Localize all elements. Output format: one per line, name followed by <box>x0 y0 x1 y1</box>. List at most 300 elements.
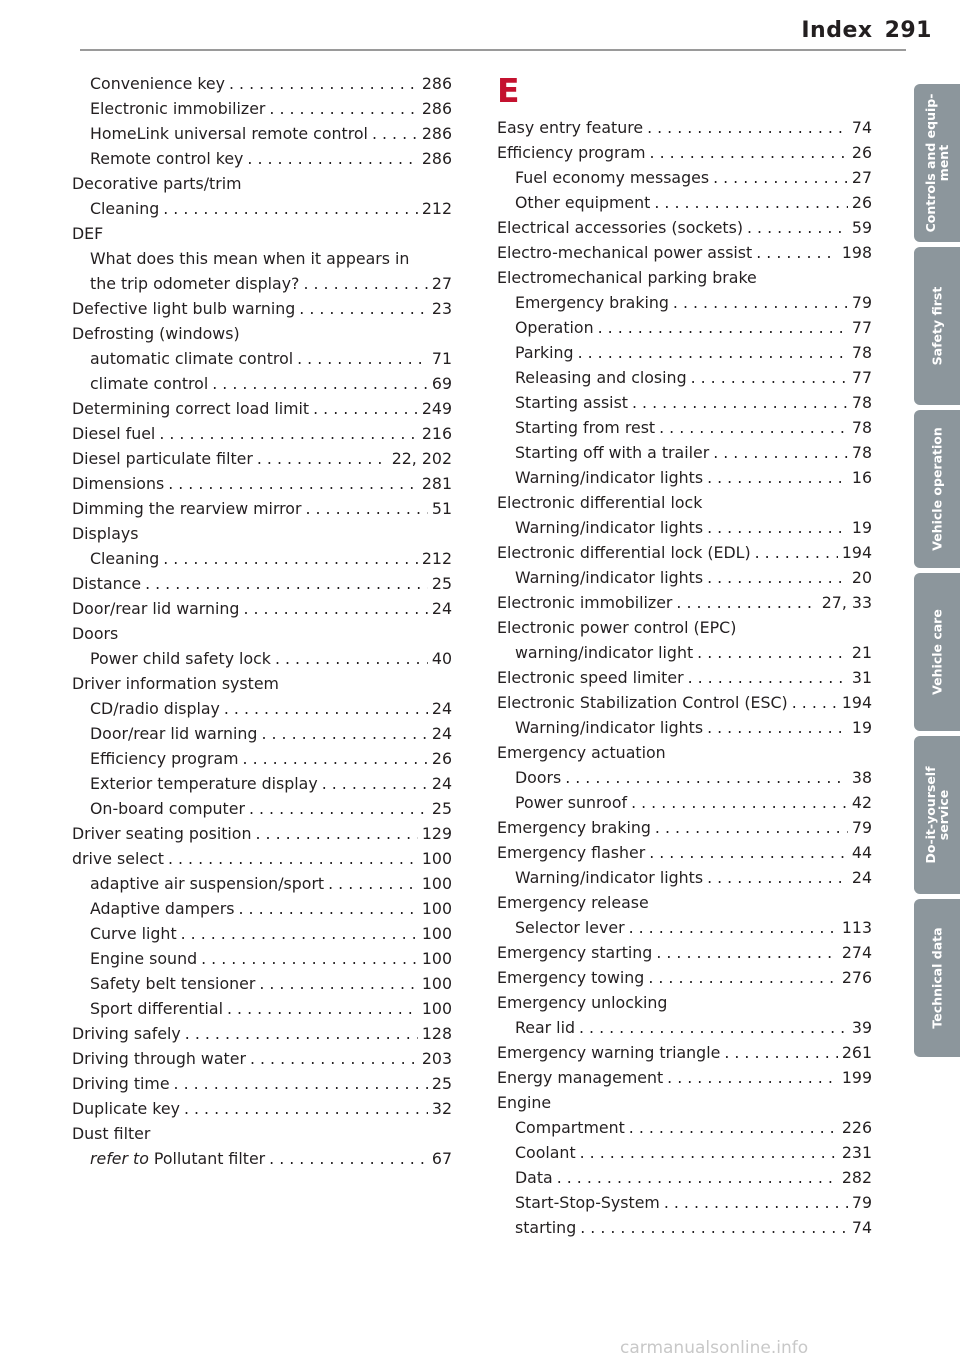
chapter-tab-label <box>931 427 944 551</box>
index-entry-text: DEF <box>72 224 104 243</box>
index-entry-prefix: refer to <box>90 1149 149 1168</box>
index-entry <box>497 615 872 640</box>
index-entry <box>497 915 872 940</box>
index-entry-label <box>90 796 245 821</box>
index-entry <box>497 565 872 590</box>
index-entry-label <box>90 371 208 396</box>
dot-leader <box>565 765 848 790</box>
dot-leader <box>656 940 838 965</box>
index-entry-text: Safety belt tensioner <box>90 974 256 993</box>
index-entry-label <box>497 990 667 1015</box>
index-entry <box>497 1115 872 1140</box>
index-entry <box>72 171 452 196</box>
dot-leader <box>269 1146 428 1171</box>
dot-leader <box>713 440 848 465</box>
index-entry-page: 26 <box>851 193 872 212</box>
index-entry-text: Pollutant filter <box>153 1149 266 1168</box>
index-entry <box>497 1165 872 1190</box>
index-entry-page: 226 <box>841 1118 872 1137</box>
watermark: carmanualsonline.info <box>620 1338 809 1358</box>
index-entry-text: Starting off with a trailer <box>515 443 710 462</box>
index-column-right <box>497 71 872 1240</box>
index-entry-label <box>72 846 164 871</box>
index-entry <box>497 1140 872 1165</box>
index-entry <box>72 971 452 996</box>
index-entry <box>497 365 872 390</box>
chapter-sidebar <box>914 84 960 1062</box>
dot-leader <box>250 1046 418 1071</box>
dot-leader <box>648 965 838 990</box>
index-entry <box>72 346 452 371</box>
index-entry-label <box>90 871 324 896</box>
index-entry-text: Doors <box>515 768 562 787</box>
index-entry-label <box>72 1071 170 1096</box>
dot-leader <box>297 346 428 371</box>
index-entry-page: 26 <box>431 749 452 768</box>
index-entry <box>497 1090 872 1115</box>
dot-leader <box>755 540 838 565</box>
index-entry-page: 128 <box>421 1024 452 1043</box>
index-entry-page: 26 <box>851 143 872 162</box>
index-entry-page: 100 <box>421 924 452 943</box>
dot-leader <box>163 546 418 571</box>
dot-leader <box>667 1065 838 1090</box>
index-entry-label <box>515 315 594 340</box>
index-entry-text: Electronic power control (EPC) <box>497 618 737 637</box>
index-entry <box>72 146 452 171</box>
index-entry-text: adaptive air suspension/sport <box>90 874 325 893</box>
index-entry-label <box>497 240 752 265</box>
index-entry-label <box>515 340 574 365</box>
index-entry-label <box>90 946 197 971</box>
index-entry-text: Electronic speed limiter <box>497 668 684 687</box>
dot-leader <box>185 1021 418 1046</box>
index-entry-page: 78 <box>851 343 872 362</box>
index-entry-text: Duplicate key <box>72 1099 180 1118</box>
index-entry <box>72 746 452 771</box>
index-entry-text: Parking <box>515 343 574 362</box>
index-entry-text: Electro-mechanical power assist <box>497 243 753 262</box>
dot-leader <box>224 696 428 721</box>
index-entry-label <box>90 971 255 996</box>
dot-leader <box>259 971 418 996</box>
index-entry <box>72 921 452 946</box>
index-entry <box>497 815 872 840</box>
index-entry-label <box>515 1140 576 1165</box>
index-entry-page: 19 <box>851 718 872 737</box>
index-entry <box>72 471 452 496</box>
index-entry-label <box>90 96 265 121</box>
index-entry-label <box>497 115 643 140</box>
index-entry-text: automatic climate control <box>90 349 294 368</box>
index-entry-label <box>72 221 103 246</box>
index-entry-page: 282 <box>841 1168 872 1187</box>
index-entry <box>72 446 452 471</box>
index-entry-label <box>515 290 669 315</box>
index-entry-text: Emergency towing <box>497 968 645 987</box>
index-entry-text: Starting assist <box>515 393 628 412</box>
index-entry-text: Dimensions <box>72 474 165 493</box>
index-entry <box>497 940 872 965</box>
index-entry-label <box>72 1046 246 1071</box>
dot-leader <box>212 371 428 396</box>
index-entry-label <box>497 140 646 165</box>
index-entry-text: On-board computer <box>90 799 245 818</box>
dot-leader <box>707 565 848 590</box>
dot-leader <box>724 1040 838 1065</box>
index-entry-page: 24 <box>431 724 452 743</box>
index-entry <box>497 515 872 540</box>
index-entry-label <box>515 915 625 940</box>
index-entry-page: 78 <box>851 418 872 437</box>
index-entry-page: 231 <box>841 1143 872 1162</box>
index-entry <box>72 521 452 546</box>
index-entry-page: 79 <box>851 818 872 837</box>
index-entry-text: Emergency unlocking <box>497 993 668 1012</box>
index-entry-text: Determining correct load limit <box>72 399 310 418</box>
chapter-tab-label <box>924 94 950 233</box>
dot-leader <box>201 946 418 971</box>
index-entry-text: starting <box>515 1218 577 1237</box>
dot-leader <box>659 415 848 440</box>
index-entry <box>497 165 872 190</box>
index-entry-text: Sport differential <box>90 999 223 1018</box>
dot-leader <box>313 396 418 421</box>
index-entry-page: 74 <box>851 118 872 137</box>
index-entry-text: Electronic differential lock (EDL) <box>497 543 751 562</box>
dot-leader <box>629 1115 838 1140</box>
index-entry <box>72 1021 452 1046</box>
index-entry-text: Data <box>515 1168 553 1187</box>
index-entry-text: Door/rear lid warning <box>72 599 240 618</box>
index-entry-label <box>72 671 279 696</box>
dot-leader <box>647 115 848 140</box>
index-entry-label <box>72 296 295 321</box>
dot-leader <box>275 646 428 671</box>
index-entry-label <box>90 346 293 371</box>
index-entry-text: Warning/indicator lights <box>515 468 704 487</box>
index-entry <box>72 1046 452 1071</box>
chapter-tab[interactable] <box>914 899 960 1057</box>
index-entry-label <box>515 1190 660 1215</box>
index-entry-text: CD/radio display <box>90 699 220 718</box>
index-entry-text: Rear lid <box>515 1018 575 1037</box>
index-entry-label <box>515 1115 625 1140</box>
index-entry-label <box>497 615 736 640</box>
dot-leader <box>174 1071 428 1096</box>
index-entry-label <box>90 721 257 746</box>
dot-leader <box>145 571 428 596</box>
index-entry-label <box>72 571 141 596</box>
index-entry <box>497 790 872 815</box>
dot-leader <box>631 790 848 815</box>
chapter-tab[interactable] <box>914 410 960 568</box>
dot-leader <box>168 846 418 871</box>
index-entry-text: Electrical accessories (sockets) <box>497 218 744 237</box>
index-entry-text: Warning/indicator lights <box>515 718 704 737</box>
index-entry <box>497 965 872 990</box>
index-column-left <box>72 71 452 1171</box>
index-entry <box>497 415 872 440</box>
index-entry <box>497 140 872 165</box>
index-entry <box>72 721 452 746</box>
chapter-tab[interactable] <box>914 247 960 405</box>
index-entry <box>497 440 872 465</box>
chapter-tab[interactable] <box>914 573 960 731</box>
index-entry-text: Dust filter <box>72 1124 151 1143</box>
dot-leader <box>168 471 418 496</box>
index-entry-text: Warning/indicator lights <box>515 868 704 887</box>
index-entry-label <box>72 821 251 846</box>
index-entry <box>72 221 452 246</box>
index-entry-page: 212 <box>421 199 452 218</box>
index-entry <box>497 115 872 140</box>
index-entry <box>497 840 872 865</box>
index-entry-page: 20 <box>851 568 872 587</box>
index-entry-page: 22, 202 <box>391 449 452 468</box>
index-entry <box>72 296 452 321</box>
index-entry-label <box>497 1090 551 1115</box>
chapter-tab-label-line: service <box>936 789 951 841</box>
index-entry-text: Driver information system <box>72 674 279 693</box>
index-entry-text: Electronic differential lock <box>497 493 703 512</box>
index-entry <box>497 890 872 915</box>
index-entry-text: Fuel economy messages <box>515 168 710 187</box>
index-entry-label <box>515 1165 553 1190</box>
index-entry-page: 276 <box>841 968 872 987</box>
index-entry-page: 78 <box>851 443 872 462</box>
chapter-tab-label-line: Vehicle operation <box>929 427 945 551</box>
index-entry-label <box>497 1065 663 1090</box>
index-entry-page: 286 <box>421 74 452 93</box>
index-entry-text: drive select <box>72 849 164 868</box>
index-entry <box>72 796 452 821</box>
index-entry-page: 100 <box>421 874 452 893</box>
index-entry-text: Doors <box>72 624 119 643</box>
index-entry-text: Driving through water <box>72 1049 246 1068</box>
index-entry-text: Curve light <box>90 924 177 943</box>
index-entry-text: Engine sound <box>90 949 198 968</box>
dot-leader <box>322 771 428 796</box>
index-entry <box>72 671 452 696</box>
index-entry-label <box>72 471 164 496</box>
index-entry-label <box>515 715 703 740</box>
index-entry-text: Power sunroof <box>515 793 628 812</box>
index-entry-page: 286 <box>421 99 452 118</box>
index-entry-text: Decorative parts/trim <box>72 174 242 193</box>
index-entry-text: Dimming the rearview mirror <box>72 499 302 518</box>
index-entry <box>72 121 452 146</box>
index-entry-page: 77 <box>851 368 872 387</box>
index-entry <box>497 1040 872 1065</box>
index-entry-text: Door/rear lid warning <box>90 724 258 743</box>
dot-leader <box>579 1015 848 1040</box>
index-entry-page: 286 <box>421 149 452 168</box>
index-entry-text: Electronic immobilizer <box>497 593 673 612</box>
index-entry-page: 194 <box>841 543 872 562</box>
index-entry <box>497 340 872 365</box>
index-entry-page: 100 <box>421 999 452 1018</box>
index-entry-label <box>90 771 318 796</box>
index-entry-page: 24 <box>851 868 872 887</box>
chapter-tab[interactable] <box>914 736 960 894</box>
dot-leader <box>629 915 838 940</box>
dot-leader <box>257 446 388 471</box>
index-entry-text: warning/indicator light <box>515 643 694 662</box>
dot-leader <box>747 215 848 240</box>
dot-leader <box>713 165 848 190</box>
index-entry-text: Electronic Stabilization Control (ESC) <box>497 693 788 712</box>
index-entry-page: 39 <box>851 1018 872 1037</box>
index-entry <box>72 396 452 421</box>
index-entry-text: Energy management <box>497 1068 664 1087</box>
index-entry-page: 113 <box>841 918 872 937</box>
index-entry-text: Cleaning <box>90 199 160 218</box>
index-entry-text: Emergency braking <box>515 293 669 312</box>
index-entry-label <box>90 196 159 221</box>
index-entry-text: What does this mean when it appears in <box>90 249 410 268</box>
index-entry-label <box>72 1021 181 1046</box>
index-entry <box>497 640 872 665</box>
index-entry-text: Emergency starting <box>497 943 653 962</box>
index-entry-text: Easy entry feature <box>497 118 644 137</box>
chapter-tab-label-line: Technical data <box>929 927 945 1029</box>
index-entry-label <box>515 415 655 440</box>
index-entry-page: 23 <box>431 299 452 318</box>
index-entry-text: Releasing and closing <box>515 368 687 387</box>
index-entry-label <box>497 665 684 690</box>
index-entry-page: 24 <box>431 774 452 793</box>
index-entry-text: Cleaning <box>90 549 160 568</box>
index-entry-label <box>515 865 703 890</box>
index-entry-page: 27 <box>851 168 872 187</box>
index-entry-label <box>497 815 651 840</box>
chapter-tab-label-line: Do-it-yourself <box>923 766 938 864</box>
index-entry-page: 67 <box>431 1149 452 1168</box>
index-entry-page: 24 <box>431 599 452 618</box>
index-entry <box>72 946 452 971</box>
index-entry <box>497 590 872 615</box>
index-entry-page: 25 <box>431 799 452 818</box>
index-entry-page: 27 <box>431 274 452 293</box>
index-entry-page: 51 <box>431 499 452 518</box>
index-entry-label <box>90 146 243 171</box>
index-entry <box>497 665 872 690</box>
index-entry <box>497 290 872 315</box>
index-entry-label <box>90 271 299 296</box>
index-entry-label <box>90 996 223 1021</box>
chapter-tab[interactable] <box>914 84 960 242</box>
index-entry-page: 203 <box>421 1049 452 1068</box>
index-entry-text: Diesel particulate filter <box>72 449 253 468</box>
index-entry-text: Power child safety lock <box>90 649 271 668</box>
index-entry <box>497 190 872 215</box>
dot-leader <box>269 96 417 121</box>
index-entry-label <box>72 496 301 521</box>
index-entry <box>497 865 872 890</box>
index-entry-page: 21 <box>851 643 872 662</box>
dot-leader <box>654 190 848 215</box>
index-entry-label <box>497 690 788 715</box>
index-entry-text: Diesel fuel <box>72 424 156 443</box>
index-entry-label <box>515 165 709 190</box>
index-entry <box>72 196 452 221</box>
dot-leader <box>649 840 848 865</box>
index-entry <box>72 546 452 571</box>
index-entry-page: 100 <box>421 899 452 918</box>
index-entry-label <box>497 490 702 515</box>
index-entry-page: 31 <box>851 668 872 687</box>
index-entry <box>72 96 452 121</box>
index-entry <box>497 315 872 340</box>
index-entry <box>497 465 872 490</box>
index-entry-text: Other equipment <box>515 193 651 212</box>
page-number: 291 <box>884 18 932 43</box>
index-entry-page: 261 <box>841 1043 872 1062</box>
index-entry <box>72 496 452 521</box>
index-entry <box>497 1015 872 1040</box>
dot-leader <box>163 196 418 221</box>
index-entry-label <box>90 546 159 571</box>
index-entry-page: 194 <box>841 693 872 712</box>
dot-leader <box>181 921 418 946</box>
index-entry-label <box>90 71 225 96</box>
index-entry-label <box>497 590 672 615</box>
index-entry-page: 27, 33 <box>821 593 872 612</box>
index-entry-page: 129 <box>421 824 452 843</box>
index-entry-label <box>72 1096 180 1121</box>
index-entry <box>497 265 872 290</box>
chapter-tab-label-line: Controls and equip- <box>923 93 938 233</box>
index-entry-text: Electronic immobilizer <box>90 99 266 118</box>
index-entry-page: 100 <box>421 949 452 968</box>
index-entry <box>72 371 452 396</box>
index-entry-label <box>90 921 177 946</box>
index-entry-page: 32 <box>431 1099 452 1118</box>
index-entry-label <box>497 940 652 965</box>
index-entry-label <box>497 540 751 565</box>
dot-leader <box>655 815 848 840</box>
index-entry-text: Compartment <box>515 1118 625 1137</box>
index-entry <box>497 540 872 565</box>
index-entry-label <box>72 446 253 471</box>
chapter-tab-label <box>924 766 950 863</box>
index-entry-label <box>72 396 309 421</box>
index-entry <box>72 646 452 671</box>
index-entry-page: 100 <box>421 849 452 868</box>
index-entry-label <box>515 515 703 540</box>
index-entry-label <box>497 265 757 290</box>
index-entry <box>497 1190 872 1215</box>
index-entry-label <box>515 465 703 490</box>
page-header <box>801 18 932 43</box>
index-entry-text: Engine <box>497 1093 552 1112</box>
index-entry <box>72 1071 452 1096</box>
index-entry <box>72 271 452 296</box>
dot-leader <box>303 271 427 296</box>
index-entry-label <box>515 1215 576 1240</box>
dot-leader <box>691 365 848 390</box>
index-entry-page: 199 <box>841 1068 872 1087</box>
index-entry-text: Defective light bulb warning <box>72 299 296 318</box>
dot-leader <box>580 1215 848 1240</box>
index-entry-text: Driving time <box>72 1074 170 1093</box>
index-entry <box>497 740 872 765</box>
index-entry-label <box>72 171 242 196</box>
index-entry <box>497 690 872 715</box>
index-entry-label <box>72 621 118 646</box>
index-entry-page: 100 <box>421 974 452 993</box>
